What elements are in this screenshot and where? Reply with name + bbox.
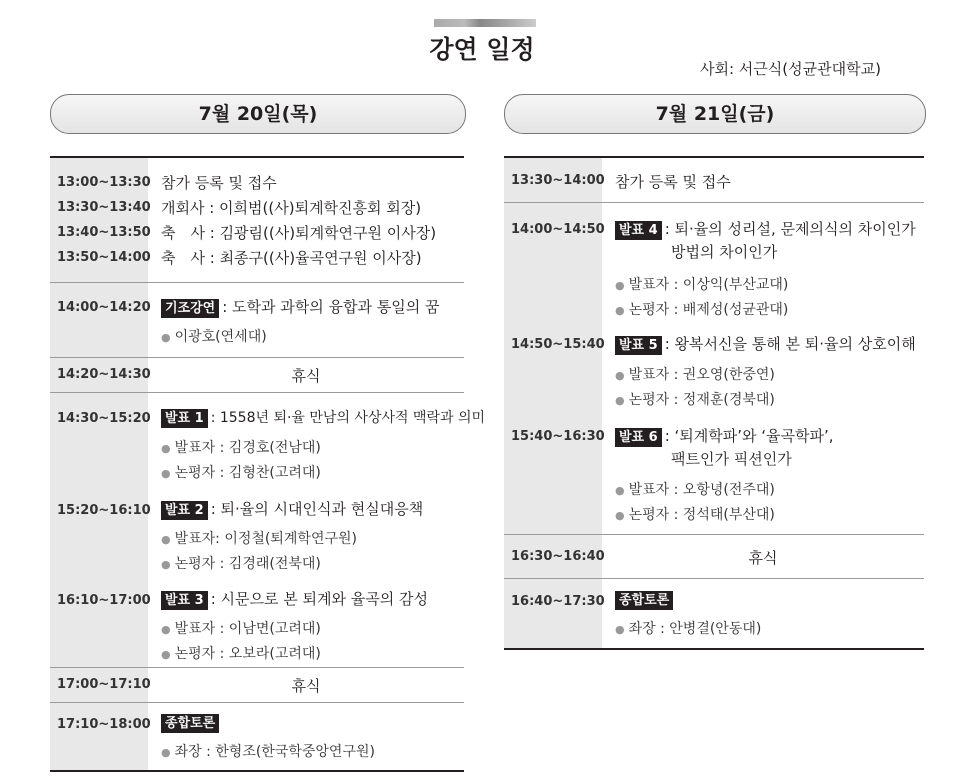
time-cell: 14:20~14:30 [57, 367, 151, 382]
presentation-title-text: : 1558년 퇴·율 만남의 사상사적 맥락과 의미 [210, 410, 486, 426]
chair-text: 좌장 : 한형조(한국학중앙연구원) [174, 744, 375, 760]
table-row [50, 393, 486, 668]
congratulatory-remarks-1: 축 사 : 김광림((사)퇴계학연구원 이사장) [161, 224, 437, 242]
time-cell: 13:00~13:30 [57, 175, 151, 190]
discussion-title [615, 590, 676, 610]
registration-text: 참가 등록 및 접수 [161, 174, 277, 192]
presentation-title-text: : 왕복서신을 통해 본 퇴·율의 상호이해 [664, 335, 916, 353]
bullet-icon: ● [161, 533, 171, 546]
presenter [161, 618, 321, 638]
bullet-icon: ● [161, 558, 171, 571]
bullet-icon: ● [161, 623, 171, 636]
presenter-text: 발표자 : 권오영(한중연) [628, 367, 775, 383]
presentation-badge: 발표 3 [161, 591, 208, 610]
discussant [615, 389, 775, 409]
keynote-badge: 기조강연 [161, 299, 219, 318]
time-cell: 17:00~17:10 [57, 677, 151, 692]
presenter-text: 발표자: 이정철(퇴계학연구원) [174, 531, 357, 547]
day1-heading: 7월 20일(목) [50, 94, 466, 134]
table-row [50, 283, 464, 358]
presentation-2-title [161, 498, 423, 520]
discussant-text: 논평자 : 정석태(부산대) [628, 507, 775, 523]
presentation-6-title [615, 425, 834, 447]
table-row [504, 158, 924, 203]
presenter [161, 528, 357, 548]
presentation-title-text: : 퇴·율의 성리설, 문제의식의 차이인가 [664, 220, 916, 238]
presentation-3-title [161, 588, 428, 610]
presentation-badge: 발표 1 [161, 409, 208, 428]
presentation-title-text: : 시문으로 본 퇴계와 율곡의 감성 [210, 590, 428, 608]
presentation-badge: 발표 6 [615, 428, 662, 447]
presenter [615, 479, 775, 499]
day1-schedule-table [50, 156, 486, 772]
presentation-1-title [161, 407, 485, 428]
chair-text: 좌장 : 안병결(안동대) [628, 621, 762, 637]
registration-text: 참가 등록 및 접수 [615, 173, 731, 191]
time-cell: 14:00~14:20 [57, 300, 151, 315]
presenter-text: 발표자 : 김경호(전남대) [174, 440, 321, 456]
time-cell: 15:20~16:10 [57, 503, 151, 518]
discussion-badge: 종합토론 [161, 714, 219, 733]
discussant-text: 논평자 : 배제성(성균관대) [628, 302, 789, 318]
break-label: 휴식 [748, 549, 778, 567]
table-row [504, 535, 924, 579]
discussant [615, 299, 788, 319]
presenter [615, 274, 788, 294]
break-label: 휴식 [291, 677, 321, 695]
table-row [504, 203, 924, 535]
time-cell: 13:30~13:40 [57, 200, 151, 215]
bullet-icon: ● [161, 648, 171, 661]
time-cell: 14:00~14:50 [511, 222, 605, 237]
presentation-badge: 발표 4 [615, 221, 662, 240]
bullet-icon: ● [615, 394, 625, 407]
presenter-text: 발표자 : 이남면(고려대) [174, 621, 321, 637]
time-cell: 13:30~14:00 [511, 173, 605, 188]
bullet-icon: ● [615, 369, 625, 382]
table-row [50, 668, 464, 703]
header-decoration-bar [434, 19, 536, 27]
presentation-title-text: : 퇴·율의 시대인식과 현실대응책 [210, 500, 424, 518]
time-cell: 16:10~17:00 [57, 593, 151, 608]
bullet-icon: ● [615, 623, 625, 636]
discussant-text: 논평자 : 김형찬(고려대) [174, 465, 321, 481]
bullet-icon: ● [615, 509, 625, 522]
discussant [615, 504, 775, 524]
presentation-4-title [615, 218, 916, 240]
bullet-icon: ● [615, 304, 625, 317]
chair [161, 741, 375, 761]
host-info: 사회: 서근식(성균관대학교) [700, 60, 881, 78]
discussion-badge: 종합토론 [615, 591, 673, 610]
time-cell: 13:50~14:00 [57, 250, 151, 265]
table-row [50, 358, 464, 393]
presentation-badge: 발표 2 [161, 501, 208, 520]
speaker-text: 이광호(연세대) [174, 329, 267, 345]
presentation-title-text: : ‘퇴계학파’와 ‘율곡학파’, [664, 427, 834, 445]
bullet-icon: ● [161, 746, 171, 759]
bullet-icon: ● [161, 442, 171, 455]
bullet-icon: ● [161, 331, 171, 344]
discussant [161, 643, 321, 663]
discussion-title [161, 713, 222, 733]
discussant-text: 논평자 : 오보라(고려대) [174, 646, 321, 662]
chair [615, 618, 761, 638]
keynote-speaker [161, 326, 267, 346]
bullet-icon: ● [615, 279, 625, 292]
presenter-text: 발표자 : 오항녕(전주대) [628, 482, 775, 498]
discussant [161, 462, 321, 482]
table-row [50, 158, 464, 283]
time-cell: 14:50~15:40 [511, 337, 605, 352]
discussant-text: 논평자 : 김경래(전북대) [174, 556, 321, 572]
opening-remarks: 개회사 : 이희범((사)퇴계학진흥회 회장) [161, 199, 422, 217]
day2-heading: 7월 21일(금) [504, 94, 926, 134]
table-row [50, 703, 464, 770]
time-cell: 14:30~15:20 [57, 411, 151, 426]
congratulatory-remarks-2: 축 사 : 최종구((사)율곡연구원 이사장) [161, 249, 422, 267]
table-row [504, 579, 924, 648]
presenter-text: 발표자 : 이상익(부산교대) [628, 277, 789, 293]
keynote-title-text: : 도학과 과학의 융합과 통일의 꿈 [222, 298, 440, 316]
discussant [161, 553, 321, 573]
day2-schedule-table [504, 156, 924, 650]
time-cell: 16:30~16:40 [511, 549, 605, 564]
presentation-title-text-line2: 방법의 차이인가 [671, 243, 778, 261]
presenter [615, 364, 775, 384]
presentation-title-text-line2: 팩트인가 픽션인가 [671, 450, 792, 468]
keynote-title [161, 296, 440, 318]
page-title: 강연 일정 [429, 35, 535, 64]
presentation-badge: 발표 5 [615, 336, 662, 355]
time-cell: 16:40~17:30 [511, 594, 605, 609]
presenter [161, 437, 321, 457]
break-label: 휴식 [291, 367, 321, 385]
bullet-icon: ● [615, 484, 625, 497]
time-cell: 17:10~18:00 [57, 717, 151, 732]
time-cell: 13:40~13:50 [57, 225, 151, 240]
bullet-icon: ● [161, 467, 171, 480]
presentation-5-title [615, 333, 916, 355]
discussant-text: 논평자 : 정재훈(경북대) [628, 392, 775, 408]
time-cell: 15:40~16:30 [511, 429, 605, 444]
